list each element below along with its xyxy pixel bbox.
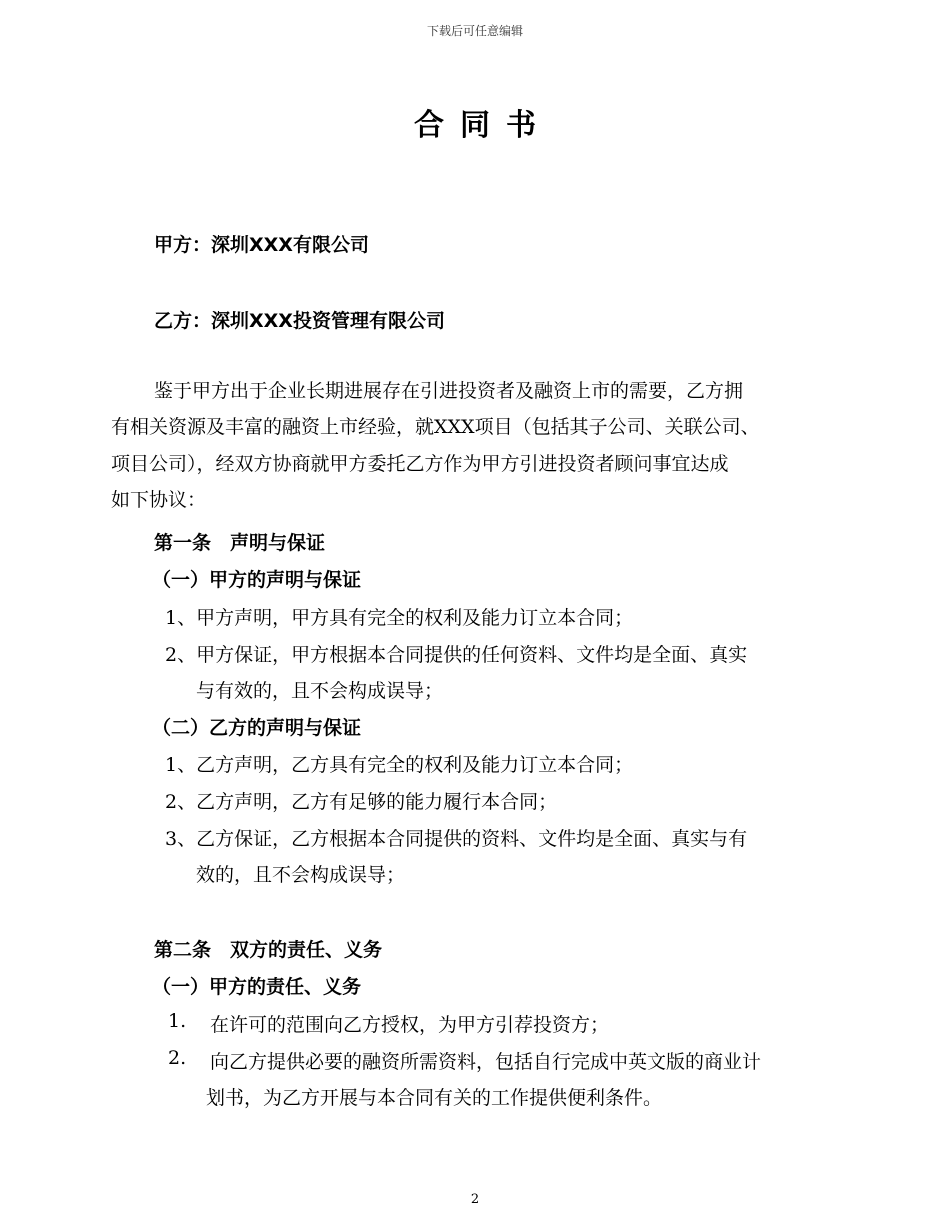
list-item: 2、乙方声明，乙方有足够的能力履行本合同； (165, 791, 558, 813)
list-item-continuation: 与有效的，且不会构成误导； (196, 680, 444, 702)
list-item: 在许可的范围向乙方授权，为甲方引荐投资方； (210, 1014, 610, 1036)
list-item-continuation: 划书，为乙方开展与本合同有关的工作提供便利条件。 (206, 1087, 663, 1109)
list-item: 向乙方提供必要的融资所需资料，包括自行完成中英文版的商业计 (210, 1051, 762, 1073)
list-item-number: 2. (168, 1047, 187, 1069)
page-header-note: 下载后可任意编辑 (426, 24, 523, 38)
list-item: 3、乙方保证，乙方根据本合同提供的资料、文件均是全面、真实与有 (165, 828, 748, 850)
article-1-heading: 第一条 声明与保证 (154, 532, 326, 554)
list-item-continuation: 效的，且不会构成误导； (196, 864, 406, 886)
list-item-number: 1. (168, 1010, 187, 1032)
party-a: 甲方：深圳XXX有限公司 (154, 234, 369, 256)
intro-line: 有相关资源及丰富的融资上市经验，就XXX项目（包括其子公司、关联公司、 (111, 416, 760, 438)
intro-line: 鉴于甲方出于企业长期进展存在引进投资者及融资上市的需要，乙方拥 (154, 380, 744, 402)
document-title: 合同书 (414, 108, 552, 143)
article-1-sub-b: （二）乙方的声明与保证 (152, 717, 362, 739)
party-b: 乙方：深圳XXX投资管理有限公司 (154, 310, 445, 332)
list-item: 1、甲方声明，甲方具有完全的权利及能力订立本合同； (165, 607, 634, 629)
article-1-sub-a: （一）甲方的声明与保证 (152, 569, 362, 591)
article-2-heading: 第二条 双方的责任、义务 (154, 939, 383, 961)
intro-line: 如下协议： (111, 489, 207, 511)
list-item: 1、乙方声明，乙方具有完全的权利及能力订立本合同； (165, 754, 634, 776)
article-2-sub-a: （一）甲方的责任、义务 (152, 976, 362, 998)
page-number: 2 (470, 1192, 480, 1207)
intro-line: 项目公司），经双方协商就甲方委托乙方作为甲方引进投资者顾问事宜达成 (111, 453, 729, 475)
list-item: 2、甲方保证，甲方根据本合同提供的任何资料、文件均是全面、真实 (165, 644, 748, 666)
